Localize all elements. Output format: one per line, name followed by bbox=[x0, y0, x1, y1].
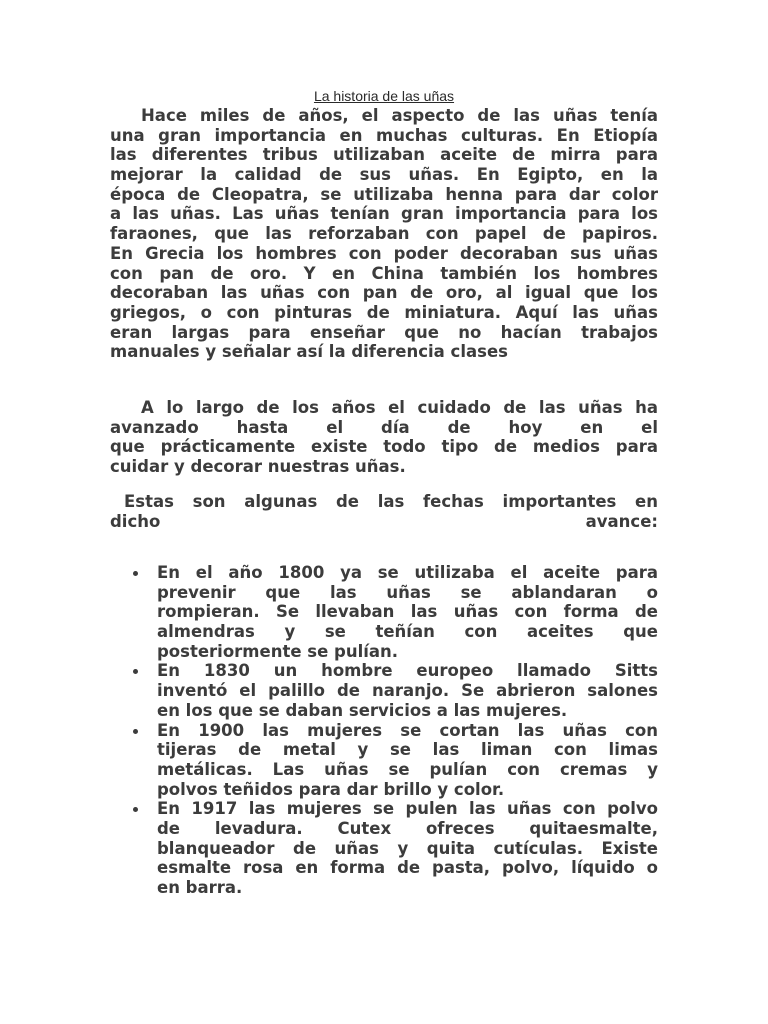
list-item bbox=[110, 721, 658, 800]
bullet-icon bbox=[133, 807, 138, 812]
text-line: a las uñas. Las uñas tenían gran importancia para los bbox=[110, 204, 658, 224]
paragraph-history bbox=[110, 106, 658, 362]
text-line: con pan de oro. Y en China también los hombres bbox=[110, 263, 658, 283]
text-line: en los que se daban servicios a las mujeres. bbox=[157, 700, 568, 720]
text-line: A lo largo de los años el cuidado de las uñas ha bbox=[141, 398, 658, 417]
text-line: esmalte rosa en forma de pasta, polvo, líquido o bbox=[157, 858, 658, 878]
document-title: La historia de las uñas bbox=[313, 88, 455, 104]
list-item bbox=[110, 661, 658, 720]
text-line: En Grecia los hombres con poder decoraban sus uñas bbox=[110, 243, 658, 263]
text-line: En 1900 las mujeres se cortan las uñas con bbox=[157, 720, 658, 740]
text-line: metálicas. Las uñas se pulían con cremas y bbox=[157, 759, 658, 779]
text-line: manuales y señalar así la diferencia clases bbox=[110, 342, 508, 362]
text-line: Hace miles de años, el aspecto de las uñas tenía bbox=[141, 106, 658, 125]
text-line: que prácticamente existe todo tipo de medios para bbox=[110, 437, 658, 457]
text-line: una gran importancia en muchas culturas. En Etiopía bbox=[110, 125, 658, 145]
text-line: En 1830 un hombre europeo llamado Sitts bbox=[157, 661, 658, 681]
text-line: En el año 1800 ya se utilizaba el aceite para bbox=[157, 563, 658, 582]
text-line: faraones, que las reforzaban con papel de papiros. bbox=[110, 224, 658, 244]
text-line: de levadura. Cutex ofreces quitaesmalte, bbox=[157, 818, 658, 838]
paragraph-dates-intro bbox=[110, 492, 658, 531]
text-line: rompieran. Se llevaban las uñas con forma de bbox=[157, 602, 658, 622]
text-line: cuidar y decorar nuestras uñas. bbox=[110, 457, 406, 477]
text-line: En 1917 las mujeres se pulen las uñas con polvo bbox=[157, 799, 658, 819]
text-line: dicho avance: bbox=[110, 511, 658, 531]
text-line: prevenir que las uñas se ablandaran o bbox=[157, 582, 658, 602]
text-line: mejorar la calidad de sus uñas. En Egipto, en la bbox=[110, 165, 658, 185]
bullet-icon bbox=[133, 669, 138, 674]
text-line: posteriormente se pulían. bbox=[157, 641, 399, 661]
text-line: blanqueador de uñas y quita cutículas. Existe bbox=[157, 838, 658, 858]
paragraph-progress bbox=[110, 398, 658, 477]
text-line: avanzado hasta el día de hoy en el bbox=[110, 417, 658, 437]
text-line: época de Cleopatra, se utilizaba henna para dar color bbox=[110, 184, 658, 204]
text-line: griegos, o con pinturas de miniatura. Aquí las uñas bbox=[110, 302, 658, 322]
text-line: decoraban las uñas con pan de oro, al igual que los bbox=[110, 283, 658, 303]
text-line: eran largas para enseñar que no hacían trabajos bbox=[110, 322, 658, 342]
bullet-icon bbox=[133, 571, 138, 576]
list-item bbox=[110, 799, 658, 897]
bullet-icon bbox=[133, 729, 138, 734]
list-item bbox=[110, 563, 658, 661]
text-line: las diferentes tribus utilizaban aceite de mirra para bbox=[110, 145, 658, 165]
text-line: almendras y se teñían con aceites que bbox=[157, 622, 658, 642]
text-line: polvos teñidos para dar brillo y color. bbox=[157, 779, 505, 799]
text-line: inventó el palillo de naranjo. Se abrieron salones bbox=[157, 681, 658, 701]
text-line: en barra. bbox=[157, 878, 243, 897]
dates-list bbox=[110, 563, 658, 898]
text-line: Estas son algunas de las fechas importantes en bbox=[124, 492, 658, 511]
text-line: tijeras de metal y se las liman con limas bbox=[157, 740, 658, 760]
